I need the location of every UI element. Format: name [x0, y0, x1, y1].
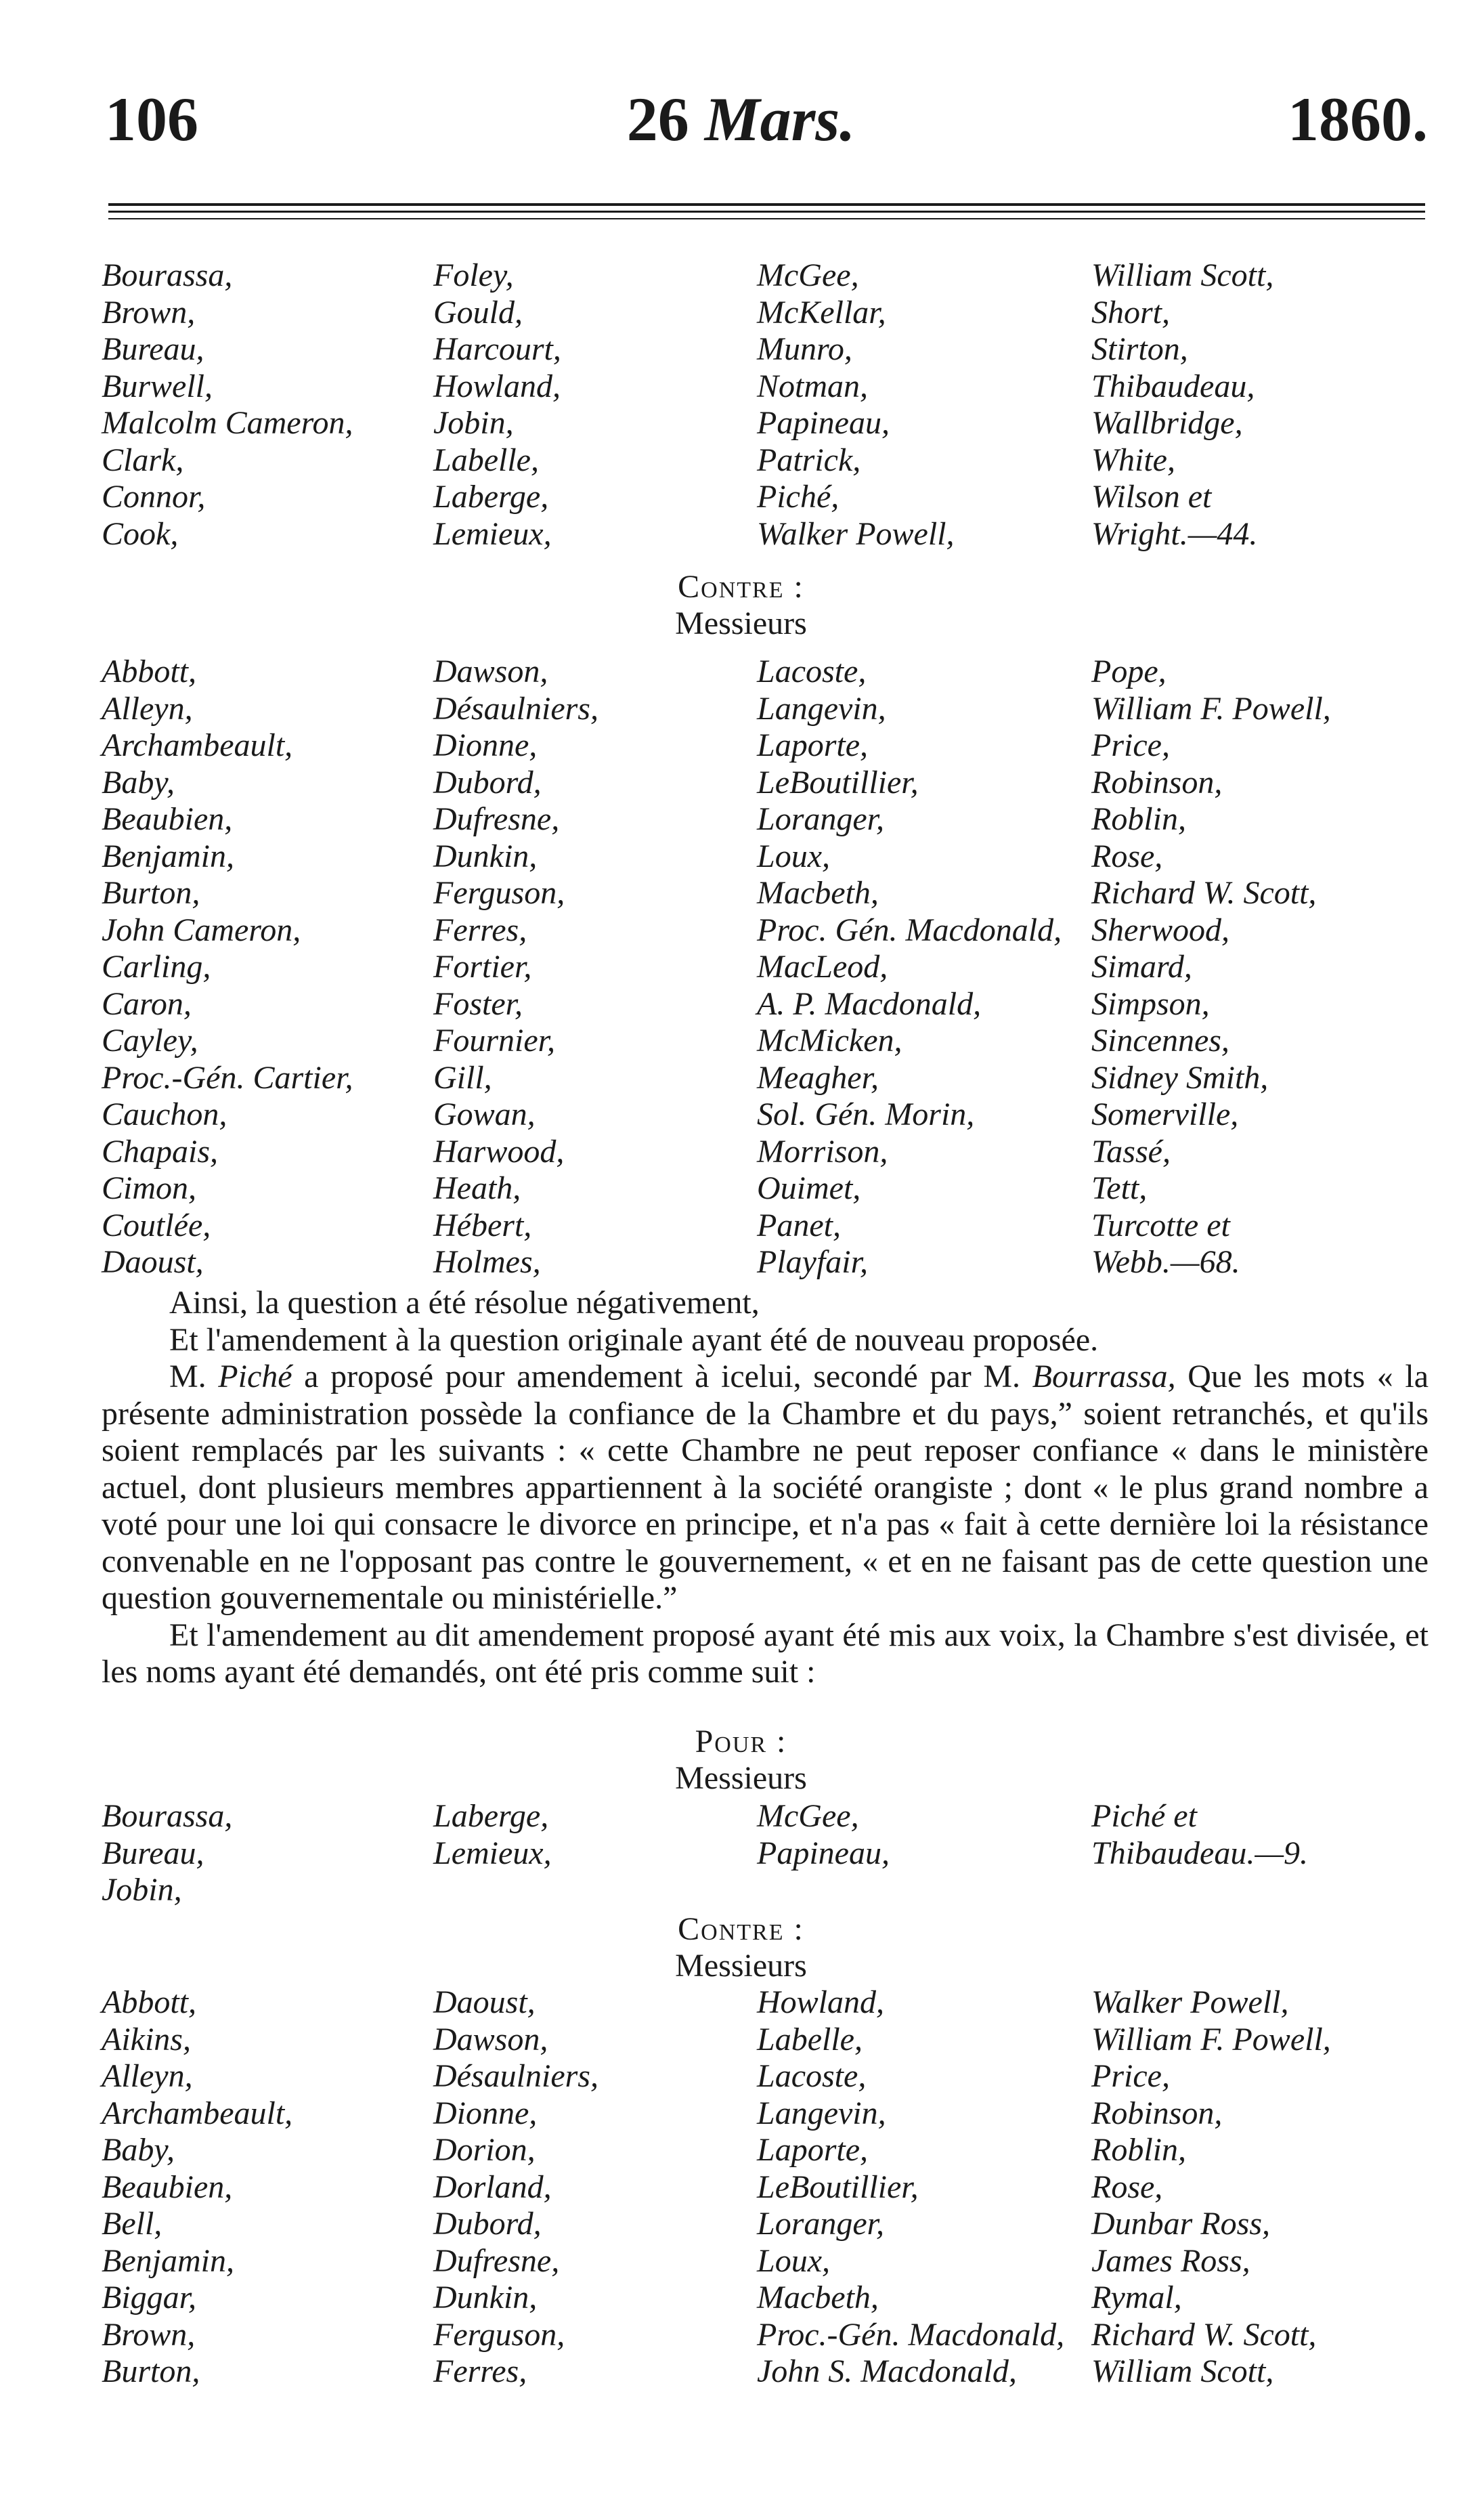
member-name: Bell, — [102, 2206, 162, 2242]
names-block-nays-1 — [0, 654, 1482, 1281]
name-row — [0, 1835, 1482, 1873]
member-name: Daoust, — [102, 1244, 204, 1280]
member-name: Jobin, — [433, 405, 514, 441]
member-name: Dunkin, — [433, 838, 538, 874]
name-row — [0, 1872, 1482, 1909]
member-name: William Scott, — [1091, 2353, 1274, 2389]
member-name: Ferres, — [433, 2353, 527, 2389]
member-name: Jobin, — [102, 1872, 182, 1908]
member-name: Malcolm Cameron, — [102, 405, 353, 441]
name-row — [0, 479, 1482, 516]
page-year: 1860. — [1288, 85, 1428, 154]
member-name: Baby, — [102, 764, 175, 800]
member-name: Stirton, — [1091, 331, 1188, 367]
name-row — [0, 2022, 1482, 2059]
page-number: 106 — [105, 85, 198, 154]
member-name: Lacoste, — [757, 2058, 867, 2094]
name-row — [0, 2206, 1482, 2243]
member-name: Loranger, — [757, 2206, 885, 2242]
section-heading-contre — [0, 1911, 1482, 1984]
member-name: Roblin, — [1091, 2132, 1186, 2168]
paragraph-motion — [102, 1359, 1429, 1617]
member-name: Wilson et — [1091, 479, 1212, 515]
member-name: Burton, — [102, 2353, 200, 2389]
section-heading-contre — [0, 569, 1482, 642]
name-row — [0, 1244, 1482, 1281]
member-name: John Cameron, — [102, 912, 301, 948]
member-name: Turcotte et — [1091, 1207, 1230, 1243]
member-name: Munro, — [757, 331, 852, 367]
member-name: Morrison, — [757, 1133, 888, 1170]
member-name: White, — [1091, 442, 1175, 478]
member-name: Dorland, — [433, 2169, 552, 2205]
paragraph-result: Ainsi, la question a été résolue négativement, — [169, 1285, 760, 1321]
member-name: Brown, — [102, 294, 196, 330]
header-rule — [108, 218, 1425, 219]
member-name: Abbott, — [102, 654, 196, 689]
section-messieurs: Messieurs — [675, 1948, 807, 1984]
name-row — [0, 1134, 1482, 1171]
name-row — [0, 1023, 1482, 1060]
member-name: Labelle, — [433, 442, 539, 478]
member-name: Abbott, — [102, 1984, 196, 2020]
member-name: Foster, — [433, 985, 523, 1022]
member-name: Macbeth, — [757, 875, 879, 911]
member-name: Thibaudeau.—9. — [1091, 1835, 1309, 1871]
member-name: Caron, — [102, 985, 192, 1022]
member-name: Laberge, — [433, 479, 549, 515]
member-name: Bourassa, — [102, 1798, 233, 1834]
member-name: Beaubien, — [102, 801, 233, 837]
member-name: Robinson, — [1091, 764, 1223, 800]
member-name: Dionne, — [433, 727, 538, 763]
member-name: Dunkin, — [433, 2280, 538, 2315]
name-row — [0, 691, 1482, 728]
name-row — [0, 912, 1482, 949]
member-name: Fournier, — [433, 1023, 555, 1059]
name-row — [0, 2243, 1482, 2280]
member-name: Baby, — [102, 2132, 175, 2168]
member-name: William F. Powell, — [1091, 2021, 1331, 2057]
member-name: Walker Powell, — [757, 515, 955, 552]
member-name: Richard W. Scott, — [1091, 875, 1317, 911]
member-name: Ferres, — [433, 912, 527, 948]
motion-mover: Piché — [218, 1359, 292, 1394]
member-name: Dubord, — [433, 2206, 542, 2242]
member-name: Désaulniers, — [433, 690, 598, 727]
name-row — [0, 986, 1482, 1023]
member-name: Robinson, — [1091, 2095, 1223, 2131]
member-name: Lemieux, — [433, 1835, 552, 1871]
member-name: Cook, — [102, 515, 179, 552]
name-row — [0, 331, 1482, 368]
member-name: Fortier, — [433, 949, 532, 985]
member-name: Bureau, — [102, 1835, 204, 1871]
member-name: McGee, — [757, 1798, 859, 1834]
member-name: Patrick, — [757, 442, 861, 478]
section-messieurs: Messieurs — [675, 605, 807, 641]
name-row — [0, 801, 1482, 838]
name-row — [0, 949, 1482, 986]
date-day: 26 — [626, 85, 689, 154]
member-name: Laberge, — [433, 1798, 549, 1834]
member-name: Proc.-Gén. Cartier, — [102, 1059, 353, 1096]
member-name: Dufresne, — [433, 2242, 560, 2279]
member-name: Tett, — [1091, 1170, 1148, 1206]
paragraph-amendment: Et l'amendement à la question originale ayant été de nouveau proposée. — [169, 1321, 1099, 1358]
section-label: Contre : — [678, 569, 804, 605]
member-name: Foley, — [433, 257, 514, 293]
name-row — [0, 2058, 1482, 2095]
names-block-yeas-2 — [0, 1798, 1482, 1909]
member-name: Howland, — [757, 1984, 885, 2020]
name-row — [0, 1984, 1482, 2022]
name-row — [0, 2132, 1482, 2169]
section-label: Pour : — [695, 1724, 787, 1759]
motion-seconder: Bourrassa, — [1032, 1359, 1176, 1394]
member-name: Rose, — [1091, 838, 1163, 874]
member-name: Thibaudeau, — [1091, 368, 1255, 404]
member-name: Meagher, — [757, 1059, 879, 1096]
member-name: Lemieux, — [433, 515, 552, 552]
member-name: Tassé, — [1091, 1133, 1171, 1170]
member-name: Sidney Smith, — [1091, 1059, 1269, 1096]
name-row — [0, 1798, 1482, 1835]
member-name: Labelle, — [757, 2021, 863, 2057]
name-row — [0, 2280, 1482, 2317]
member-name: Dawson, — [433, 2021, 548, 2057]
name-row — [0, 368, 1482, 406]
member-name: Loranger, — [757, 801, 885, 837]
name-row — [0, 727, 1482, 765]
name-row — [0, 2353, 1482, 2391]
member-name: Notman, — [757, 368, 869, 404]
member-name: Dionne, — [433, 2095, 538, 2131]
member-name: Papineau, — [757, 1835, 890, 1871]
member-name: Papineau, — [757, 405, 890, 441]
name-row — [0, 2317, 1482, 2354]
member-name: Gill, — [433, 1059, 492, 1096]
member-name: Beaubien, — [102, 2169, 233, 2205]
member-name: Cauchon, — [102, 1096, 227, 1132]
name-row — [0, 442, 1482, 479]
member-name: Archambeault, — [102, 727, 293, 763]
date-month: Mars. — [704, 85, 856, 154]
member-name: Coutlée, — [102, 1207, 211, 1243]
names-block-yeas-1 — [0, 257, 1482, 553]
member-name: Howland, — [433, 368, 561, 404]
member-name: John S. Macdonald, — [757, 2353, 1017, 2389]
member-name: Walker Powell, — [1091, 1984, 1289, 2020]
member-name: Daoust, — [433, 1984, 536, 2020]
member-name: Ferguson, — [433, 875, 565, 911]
name-row — [0, 765, 1482, 802]
member-name: William F. Powell, — [1091, 690, 1331, 727]
member-name: Rymal, — [1091, 2280, 1182, 2315]
page-date — [0, 85, 1482, 154]
name-row — [0, 516, 1482, 553]
member-name: Harcourt, — [433, 331, 561, 367]
member-name: Benjamin, — [102, 838, 234, 874]
member-name: Langevin, — [757, 690, 886, 727]
member-name: Price, — [1091, 727, 1170, 763]
member-name: LeBoutillier, — [757, 764, 919, 800]
member-name: Lacoste, — [757, 654, 867, 689]
member-name: Panet, — [757, 1207, 841, 1243]
member-name: Piché et — [1091, 1798, 1197, 1834]
member-name: Somerville, — [1091, 1096, 1239, 1132]
names-block-nays-2 — [0, 1984, 1482, 2391]
member-name: Alleyn, — [102, 2058, 193, 2094]
member-name: McMicken, — [757, 1023, 902, 1059]
name-row — [0, 2095, 1482, 2133]
section-messieurs: Messieurs — [675, 1760, 807, 1796]
name-row — [0, 1096, 1482, 1134]
name-row — [0, 295, 1482, 332]
motion-text: Que les mots « la présente administration possède la confiance de la Chambre et du pays,” soient retranchés, et qu'ils soient remplacés par les suivants : « cette Chambre ne peut reposer confiance « dans le ministère actuel, dont plusieurs membres appartiennent à la société orangiste ; dont « le plus grand nombre a voté pour une loi qui consacre le divorce en principe, et n'a pas « fait à cette dernière loi la résistance convenable en ne l'opposant pas contre le gouvernement, « et en ne faisant pas de cette question une question gouvernementale ou ministérielle.” — [102, 1359, 1429, 1616]
section-label: Contre : — [678, 1911, 804, 1947]
member-name: Ouimet, — [757, 1170, 861, 1206]
member-name: MacLeod, — [757, 949, 888, 985]
section-heading-pour — [0, 1724, 1482, 1797]
member-name: Archambeault, — [102, 2095, 293, 2131]
member-name: Hébert, — [433, 1207, 532, 1243]
member-name: Biggar, — [102, 2280, 197, 2315]
member-name: Dorion, — [433, 2132, 536, 2168]
member-name: Gould, — [433, 294, 523, 330]
member-name: Dawson, — [433, 654, 548, 689]
member-name: Loux, — [757, 2242, 830, 2279]
member-name: Chapais, — [102, 1133, 219, 1170]
member-name: Wright.—44. — [1091, 515, 1258, 552]
member-name: Heath, — [433, 1170, 521, 1206]
member-name: McKellar, — [757, 294, 886, 330]
header-rule — [108, 203, 1425, 206]
member-name: Simard, — [1091, 949, 1192, 985]
member-name: Rose, — [1091, 2169, 1163, 2205]
motion-text: M. — [169, 1359, 206, 1394]
member-name: Cayley, — [102, 1023, 198, 1059]
member-name: Proc. Gén. Macdonald, — [757, 912, 1062, 948]
name-row — [0, 1170, 1482, 1208]
motion-text: a proposé pour amendement à icelui, secondé par M. — [304, 1359, 1021, 1394]
member-name: Holmes, — [433, 1244, 541, 1280]
paragraph-division: Et l'amendement au dit amendement proposé ayant été mis aux voix, la Chambre s'est divisée, et les noms ayant été demandés, ont été pris comme suit : — [102, 1617, 1429, 1690]
name-row — [0, 257, 1482, 295]
member-name: Gowan, — [433, 1096, 536, 1132]
member-name: Webb.—68. — [1091, 1244, 1240, 1280]
member-name: Bourassa, — [102, 257, 233, 293]
member-name: Piché, — [757, 479, 840, 515]
member-name: Playfair, — [757, 1244, 868, 1280]
member-name: Carling, — [102, 949, 211, 985]
member-name: Short, — [1091, 294, 1171, 330]
member-name: Sol. Gén. Morin, — [757, 1096, 975, 1132]
member-name: Simpson, — [1091, 985, 1210, 1022]
member-name: Price, — [1091, 2058, 1170, 2094]
member-name: LeBoutillier, — [757, 2169, 919, 2205]
member-name: Pope, — [1091, 654, 1167, 689]
member-name: Dufresne, — [433, 801, 560, 837]
member-name: Sherwood, — [1091, 912, 1229, 948]
member-name: Dubord, — [433, 764, 542, 800]
member-name: Clark, — [102, 442, 184, 478]
member-name: Benjamin, — [102, 2242, 234, 2279]
member-name: Laporte, — [757, 727, 869, 763]
member-name: Roblin, — [1091, 801, 1186, 837]
name-row — [0, 2169, 1482, 2206]
name-row — [0, 1208, 1482, 1245]
member-name: Aikins, — [102, 2021, 191, 2057]
member-name: Burwell, — [102, 368, 213, 404]
member-name: Dunbar Ross, — [1091, 2206, 1271, 2242]
name-row — [0, 405, 1482, 442]
member-name: Macbeth, — [757, 2280, 879, 2315]
member-name: Bureau, — [102, 331, 204, 367]
member-name: McGee, — [757, 257, 859, 293]
body-text — [102, 1285, 1429, 1691]
member-name: Sincennes, — [1091, 1023, 1229, 1059]
member-name: Burton, — [102, 875, 200, 911]
member-name: Brown, — [102, 2316, 196, 2353]
header-rule — [108, 211, 1425, 213]
member-name: James Ross, — [1091, 2242, 1250, 2279]
member-name: Laporte, — [757, 2132, 869, 2168]
member-name: Cimon, — [102, 1170, 197, 1206]
member-name: Ferguson, — [433, 2316, 565, 2353]
member-name: Proc.-Gén. Macdonald, — [757, 2316, 1065, 2353]
name-row — [0, 654, 1482, 691]
member-name: Désaulniers, — [433, 2058, 598, 2094]
member-name: Loux, — [757, 838, 830, 874]
member-name: A. P. Macdonald, — [757, 985, 982, 1022]
name-row — [0, 1060, 1482, 1097]
name-row — [0, 875, 1482, 912]
name-row — [0, 838, 1482, 876]
member-name: William Scott, — [1091, 257, 1274, 293]
member-name: Richard W. Scott, — [1091, 2316, 1317, 2353]
member-name: Langevin, — [757, 2095, 886, 2131]
member-name: Alleyn, — [102, 690, 193, 727]
member-name: Wallbridge, — [1091, 405, 1243, 441]
member-name: Connor, — [102, 479, 206, 515]
member-name: Harwood, — [433, 1133, 565, 1170]
